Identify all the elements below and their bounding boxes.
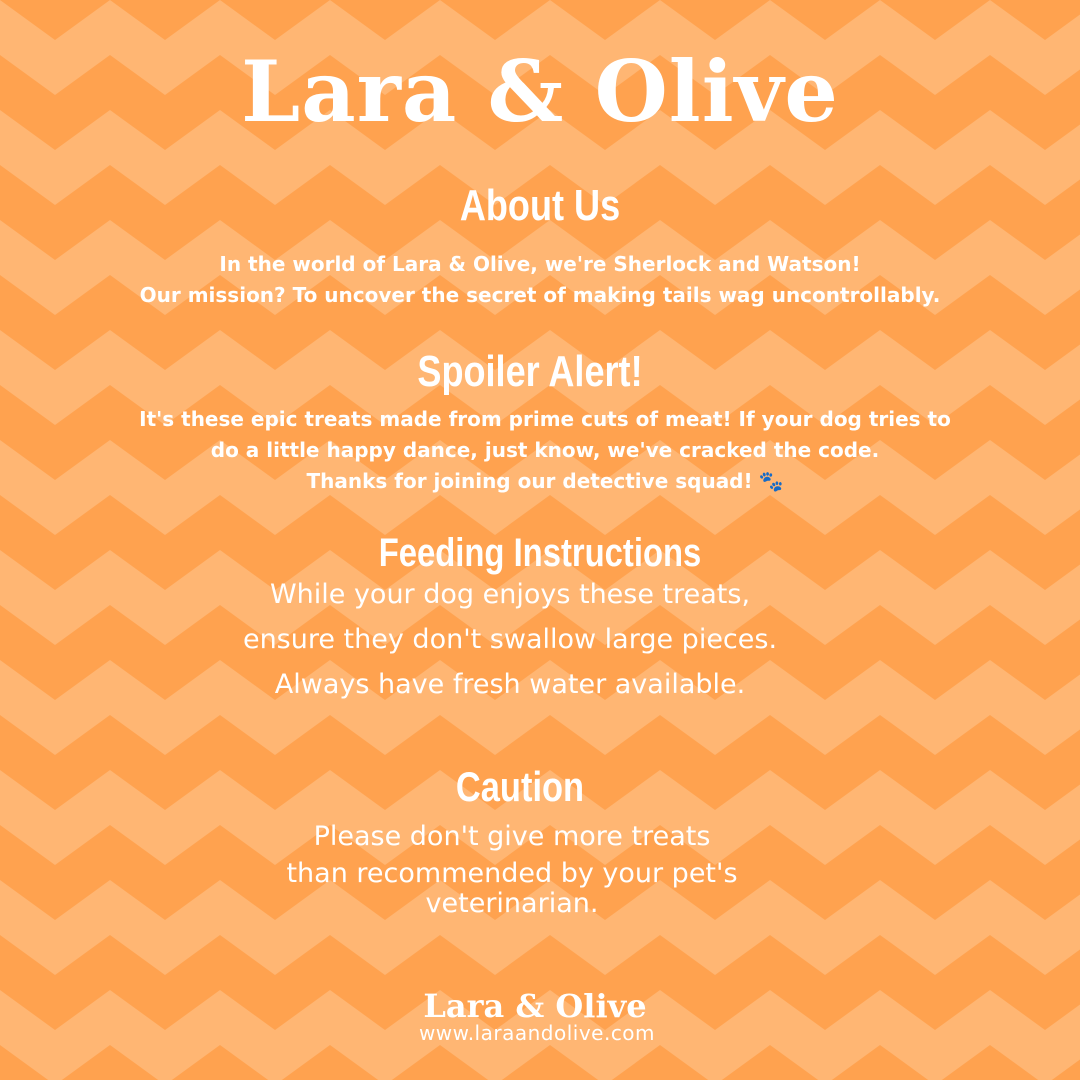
spoiler-text [5, 404, 1080, 497]
spoiler-line-1: It's these epic treats made from prime cuts of meat! If your dog tries to [139, 407, 951, 431]
caution-text [0, 814, 1052, 919]
feeding-line-1: While your dog enjoys these treats, [269, 579, 751, 610]
spoiler-line-3 [5, 466, 1080, 497]
caution-line-3: veterinarian. [425, 888, 599, 919]
footer-brand: Lara & Olive [423, 987, 647, 1025]
feeding-heading: Feeding Instructions [378, 531, 702, 575]
spoiler-line-3-text: Thanks for joining our detective squad! [306, 469, 753, 493]
caution-heading: Caution [455, 763, 585, 810]
caution-line-1: Please don't give more treats [313, 821, 711, 852]
spoiler-line-2: do a little happy dance, just know, we've cracked the code. [210, 438, 880, 462]
feeding-text [0, 572, 1050, 707]
brand-title: Lara & Olive [241, 42, 839, 141]
about-line-2: Our mission? To uncover the secret of making tails wag uncontrollably. [139, 283, 941, 307]
footer-url-link[interactable]: www.laraandolive.com [418, 1021, 656, 1045]
caution-line-2: than recommended by your pet's [286, 858, 738, 889]
about-text [0, 249, 1080, 311]
feeding-line-2: ensure they don't swallow large pieces. [242, 624, 778, 655]
paw-prints-icon: 🐾 [758, 469, 784, 493]
about-line-1: In the world of Lara & Olive, we're Sherlock and Watson! [219, 252, 861, 276]
feeding-line-3: Always have fresh water available. [274, 669, 746, 700]
spoiler-heading: Spoiler Alert! [417, 347, 643, 396]
about-heading: About Us [459, 181, 621, 230]
